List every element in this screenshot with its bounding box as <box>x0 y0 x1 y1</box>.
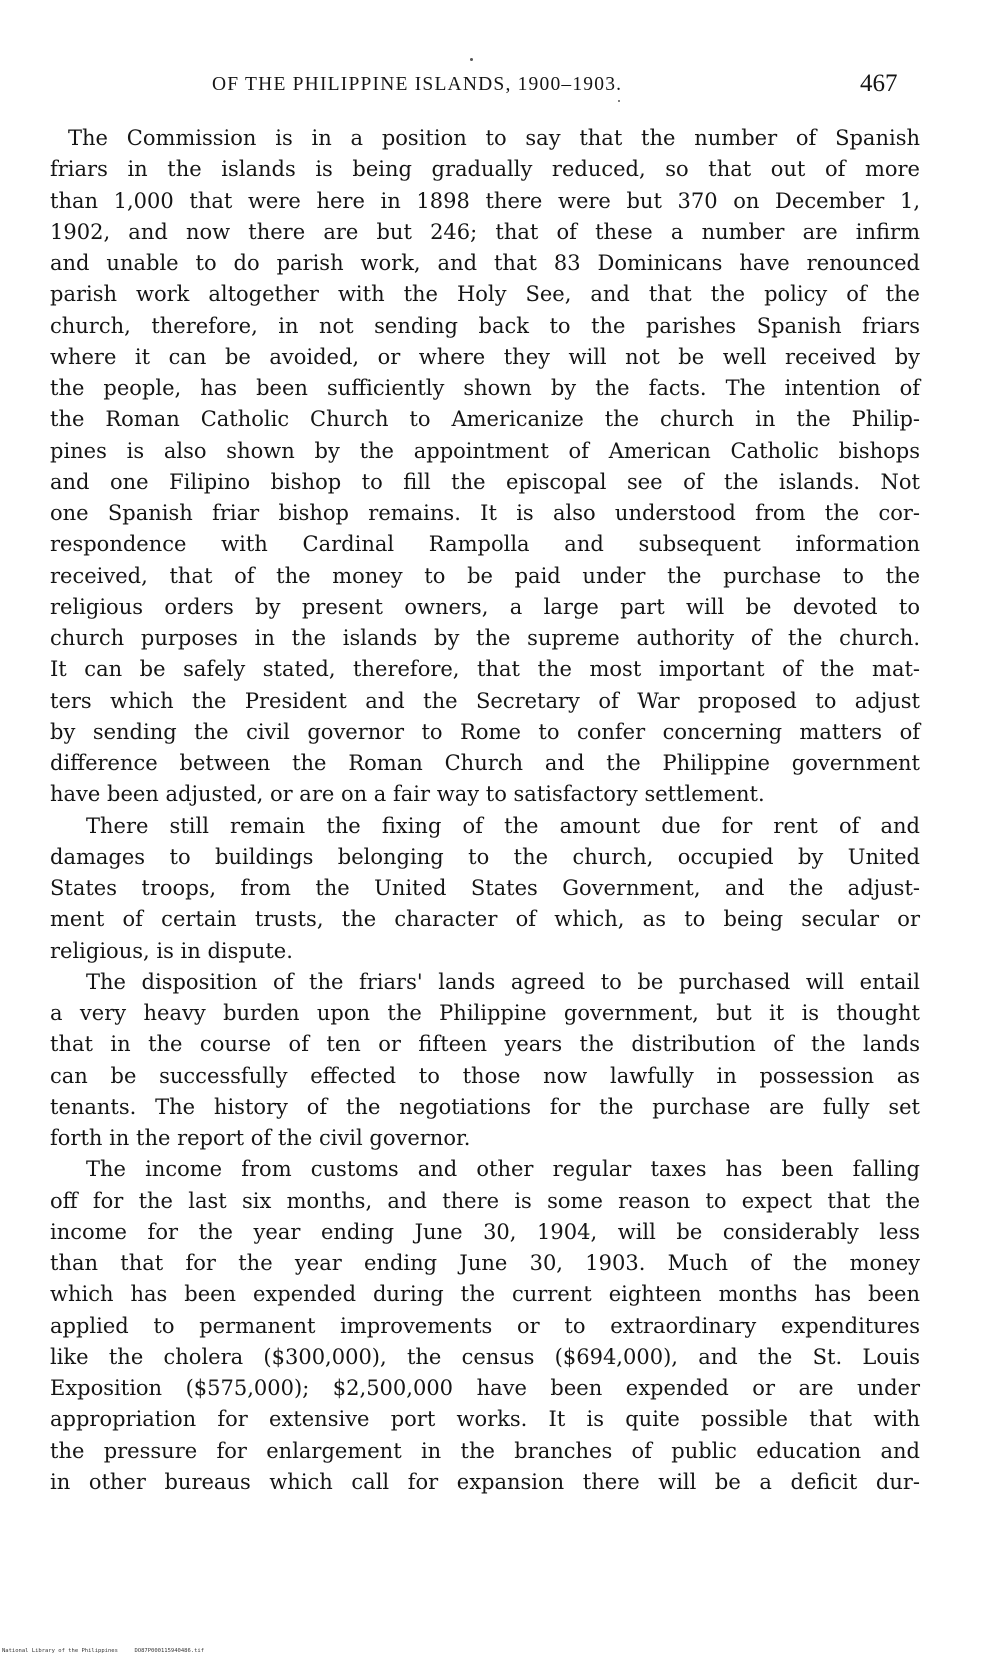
paragraph-2 <box>50 811 920 967</box>
text-line: religious, is in dispute. <box>50 938 293 963</box>
text-line: 1902, and now there are but 246; that of these a number are infirm <box>50 219 920 244</box>
text-line: appropriation for extensive port works. It is quite possible that with <box>50 1407 920 1432</box>
text-line: damages to buildings belonging to the church, occupied by United <box>50 844 920 869</box>
text-line: like the cholera ($300,000), the census ($694,000), and the St. Louis <box>50 1344 920 1369</box>
text-line: the pressure for enlargement in the branches of public education and <box>50 1438 920 1463</box>
text-line: It can be safely stated, therefore, that the most important of the mat- <box>50 657 920 682</box>
text-line: off for the last six months, and there is some reason to expect that the <box>50 1188 920 1213</box>
text-line: The disposition of the friars' lands agreed to be purchased will entail <box>86 969 920 994</box>
text-line: and one Filipino bishop to fill the episcopal see of the islands. Not <box>50 469 920 494</box>
text-line: in other bureaus which call for expansion there will be a deficit dur- <box>50 1469 920 1494</box>
text-line: church purposes in the islands by the supreme authority of the church. <box>50 626 920 650</box>
text-line: pines is also shown by the appointment of American Catholic bishops <box>50 438 920 463</box>
text-line: by sending the civil governor to Rome to confer concerning matters of <box>50 719 920 744</box>
text-line: one Spanish friar bishop remains. It is also understood from the cor- <box>50 501 920 525</box>
text-line: the people, has been sufficiently shown by the facts. The intention of <box>50 376 920 400</box>
text-line: received, that of the money to be paid under the purchase to the <box>50 563 920 588</box>
text-line: than 1,000 that were here in 1898 there were but 370 on December 1, <box>50 188 920 213</box>
footer-file-id: DO87P000115940486.tif <box>134 1648 205 1654</box>
text-line: where it can be avoided, or where they will not be well received by <box>50 344 920 369</box>
text-line: respondence with Cardinal Rampolla and subsequent information <box>50 532 920 557</box>
text-line: a very heavy burden upon the Philippine government, but it is thought <box>50 1001 920 1025</box>
text-line: religious orders by present owners, a large part will be devoted to <box>50 594 920 619</box>
text-line: The income from customs and other regular taxes has been falling <box>86 1157 920 1182</box>
paragraph-1 <box>50 123 920 811</box>
text-line: applied to permanent improvements or to extraordinary expenditures <box>50 1313 920 1338</box>
text-line: friars in the islands is being gradually reduced, so that out of more <box>50 157 920 182</box>
text-line: which has been expended during the current eighteen months has been <box>50 1282 920 1307</box>
text-line: have been adjusted, or are on a fair way to satisfactory settlement. <box>50 782 765 807</box>
paragraph-4 <box>50 1154 920 1498</box>
ink-speck <box>618 100 620 102</box>
text-line: income for the year ending June 30, 1904, will be considerably less <box>50 1219 920 1244</box>
text-line: Exposition ($575,000); $2,500,000 have been expended or are under <box>50 1376 920 1400</box>
text-line: church, therefore, in not sending back to the parishes Spanish friars <box>50 313 920 338</box>
page-number: 467 <box>860 70 898 97</box>
text-line: ment of certain trusts, the character of which, as to being secular or <box>50 907 920 932</box>
text-line: States troops, from the United States Government, and the adjust- <box>50 876 920 900</box>
text-line: tenants. The history of the negotiations for the purchase are fully set <box>50 1094 920 1119</box>
scan-footer <box>2 1648 204 1654</box>
text-line: than that for the year ending June 30, 1903. Much of the money <box>50 1251 920 1275</box>
body-text <box>50 123 920 1498</box>
text-line: the Roman Catholic Church to Americanize the church in the Philip- <box>50 407 920 432</box>
text-line: and unable to do parish work, and that 83 Dominicans have renounced <box>50 251 920 275</box>
text-line: difference between the Roman Church and the Philippine government <box>50 751 920 775</box>
text-line: The Commission is in a position to say that the number of Spanish <box>68 126 920 150</box>
running-head: OF THE PHILIPPINE ISLANDS, 1900–1903. <box>212 74 623 95</box>
text-line: can be successfully effected to those now lawfully in possession as <box>50 1063 920 1088</box>
text-line: forth in the report of the civil governor. <box>50 1126 471 1150</box>
text-line: There still remain the fixing of the amount due for rent of and <box>86 813 920 838</box>
paragraph-3 <box>50 967 920 1155</box>
text-line: ters which the President and the Secretary of War proposed to adjust <box>50 688 920 713</box>
ink-speck <box>470 58 473 61</box>
text-line: that in the course of ten or fifteen years the distribution of the lands <box>50 1032 920 1057</box>
text-line: parish work altogether with the Holy See, and that the policy of the <box>50 282 920 307</box>
footer-library: National Library of the Philippines <box>2 1648 118 1654</box>
